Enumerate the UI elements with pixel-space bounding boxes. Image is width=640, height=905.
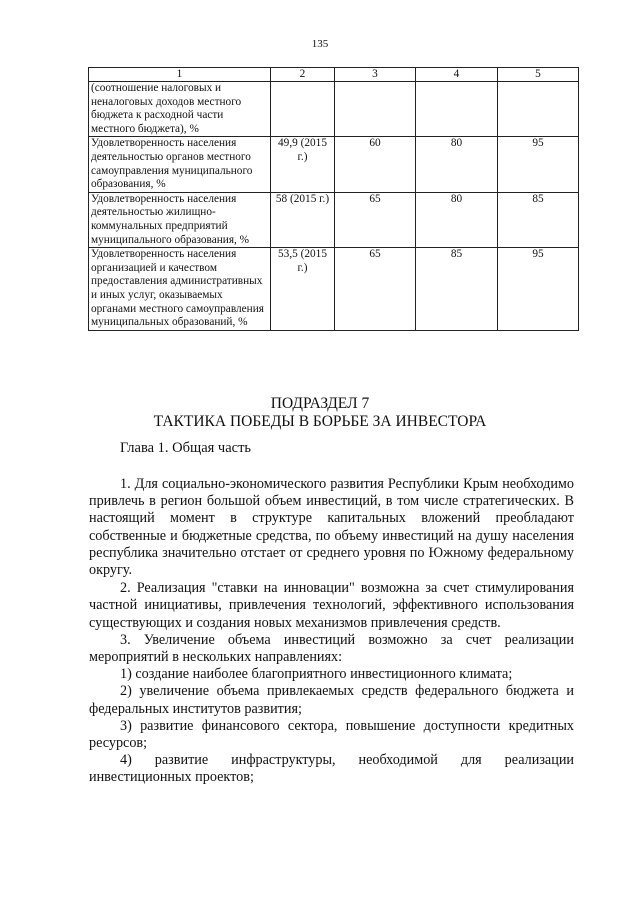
value-cell: 95 <box>498 137 579 192</box>
value-cell: 65 <box>335 192 416 247</box>
table-row <box>89 137 579 192</box>
section-title: ПОДРАЗДЕЛ 7 <box>270 395 370 412</box>
list-item: 2) увеличение объема привлекаемых средств федерального бюджета и федеральных институтов развития; <box>89 683 574 717</box>
base-value-cell: 49,9 (2015 г.) <box>271 137 335 192</box>
value-cell: 60 <box>335 137 416 192</box>
paragraph: 3. Увеличение объема инвестиций возможно за счет реализации мероприятий в нескольких направлениях: <box>89 631 574 666</box>
table-header-row <box>89 68 579 82</box>
table-row <box>89 192 579 247</box>
base-value-cell: 58 (2015 г.) <box>271 192 335 247</box>
value-cell: 80 <box>416 192 498 247</box>
chapter-heading: Глава 1. Общая часть <box>120 440 252 456</box>
column-header: 4 <box>416 68 498 82</box>
value-cell: 85 <box>416 248 498 331</box>
indicator-cell: (соотношение налоговых и неналоговых доходов местного бюджета к расходной части местного бюджета), % <box>89 82 271 137</box>
value-cell: 95 <box>498 248 579 331</box>
value-cell: 85 <box>498 192 579 247</box>
paragraph: 2. Реализация "ставки на инновации" возможна за счет стимулирования частной инициативы, привлечения технологий, эффективного использования существующих и создания новых механизмов привлечения средств. <box>89 580 574 631</box>
value-cell <box>498 82 579 137</box>
base-value-cell <box>271 82 335 137</box>
indicator-cell: Удовлетворенность населения деятельностью органов местного самоуправления муниципального образования, % <box>89 137 271 192</box>
value-cell: 65 <box>335 248 416 331</box>
indicator-cell: Удовлетворенность населения деятельностью жилищно-коммунальных предприятий муниципального образования, % <box>89 192 271 247</box>
column-header: 2 <box>271 68 335 82</box>
indicators-table <box>88 67 579 331</box>
column-header: 1 <box>89 68 271 82</box>
list-item: 4) развитие инфраструктуры, необходимой для реализации инвестиционных проектов; <box>89 752 574 786</box>
value-cell <box>416 82 498 137</box>
list-item: 3) развитие финансового сектора, повышение доступности кредитных ресурсов; <box>89 717 574 752</box>
paragraph: 1. Для социально-экономического развития Республики Крым необходимо привлечь в регион большой объем инвестиций, в том числе стратегических. В настоящий момент в структуре капитальных вложений преобладают собственные и бюджетные средства, по объему инвестиций на душу населения республика значительно отстает от среднего уровня по Южному федеральному округу. <box>89 476 574 579</box>
base-value-cell: 53,5 (2015 г.) <box>271 248 335 331</box>
section-subtitle: ТАКТИКА ПОБЕДЫ В БОРЬБЕ ЗА ИНВЕСТОРА <box>153 413 487 430</box>
table-row <box>89 248 579 331</box>
table-row <box>89 82 579 137</box>
column-header: 5 <box>498 68 579 82</box>
list-item: 1) создание наиболее благоприятного инвестиционного климата; <box>120 666 513 683</box>
page-number: 135 <box>311 38 329 50</box>
value-cell <box>335 82 416 137</box>
value-cell: 80 <box>416 137 498 192</box>
column-header: 3 <box>335 68 416 82</box>
indicator-cell: Удовлетворенность населения организацией и качеством предоставления административных и иных услуг, оказываемых органами местного самоуправления муниципальных образований, % <box>89 248 271 331</box>
document-body <box>89 476 574 787</box>
